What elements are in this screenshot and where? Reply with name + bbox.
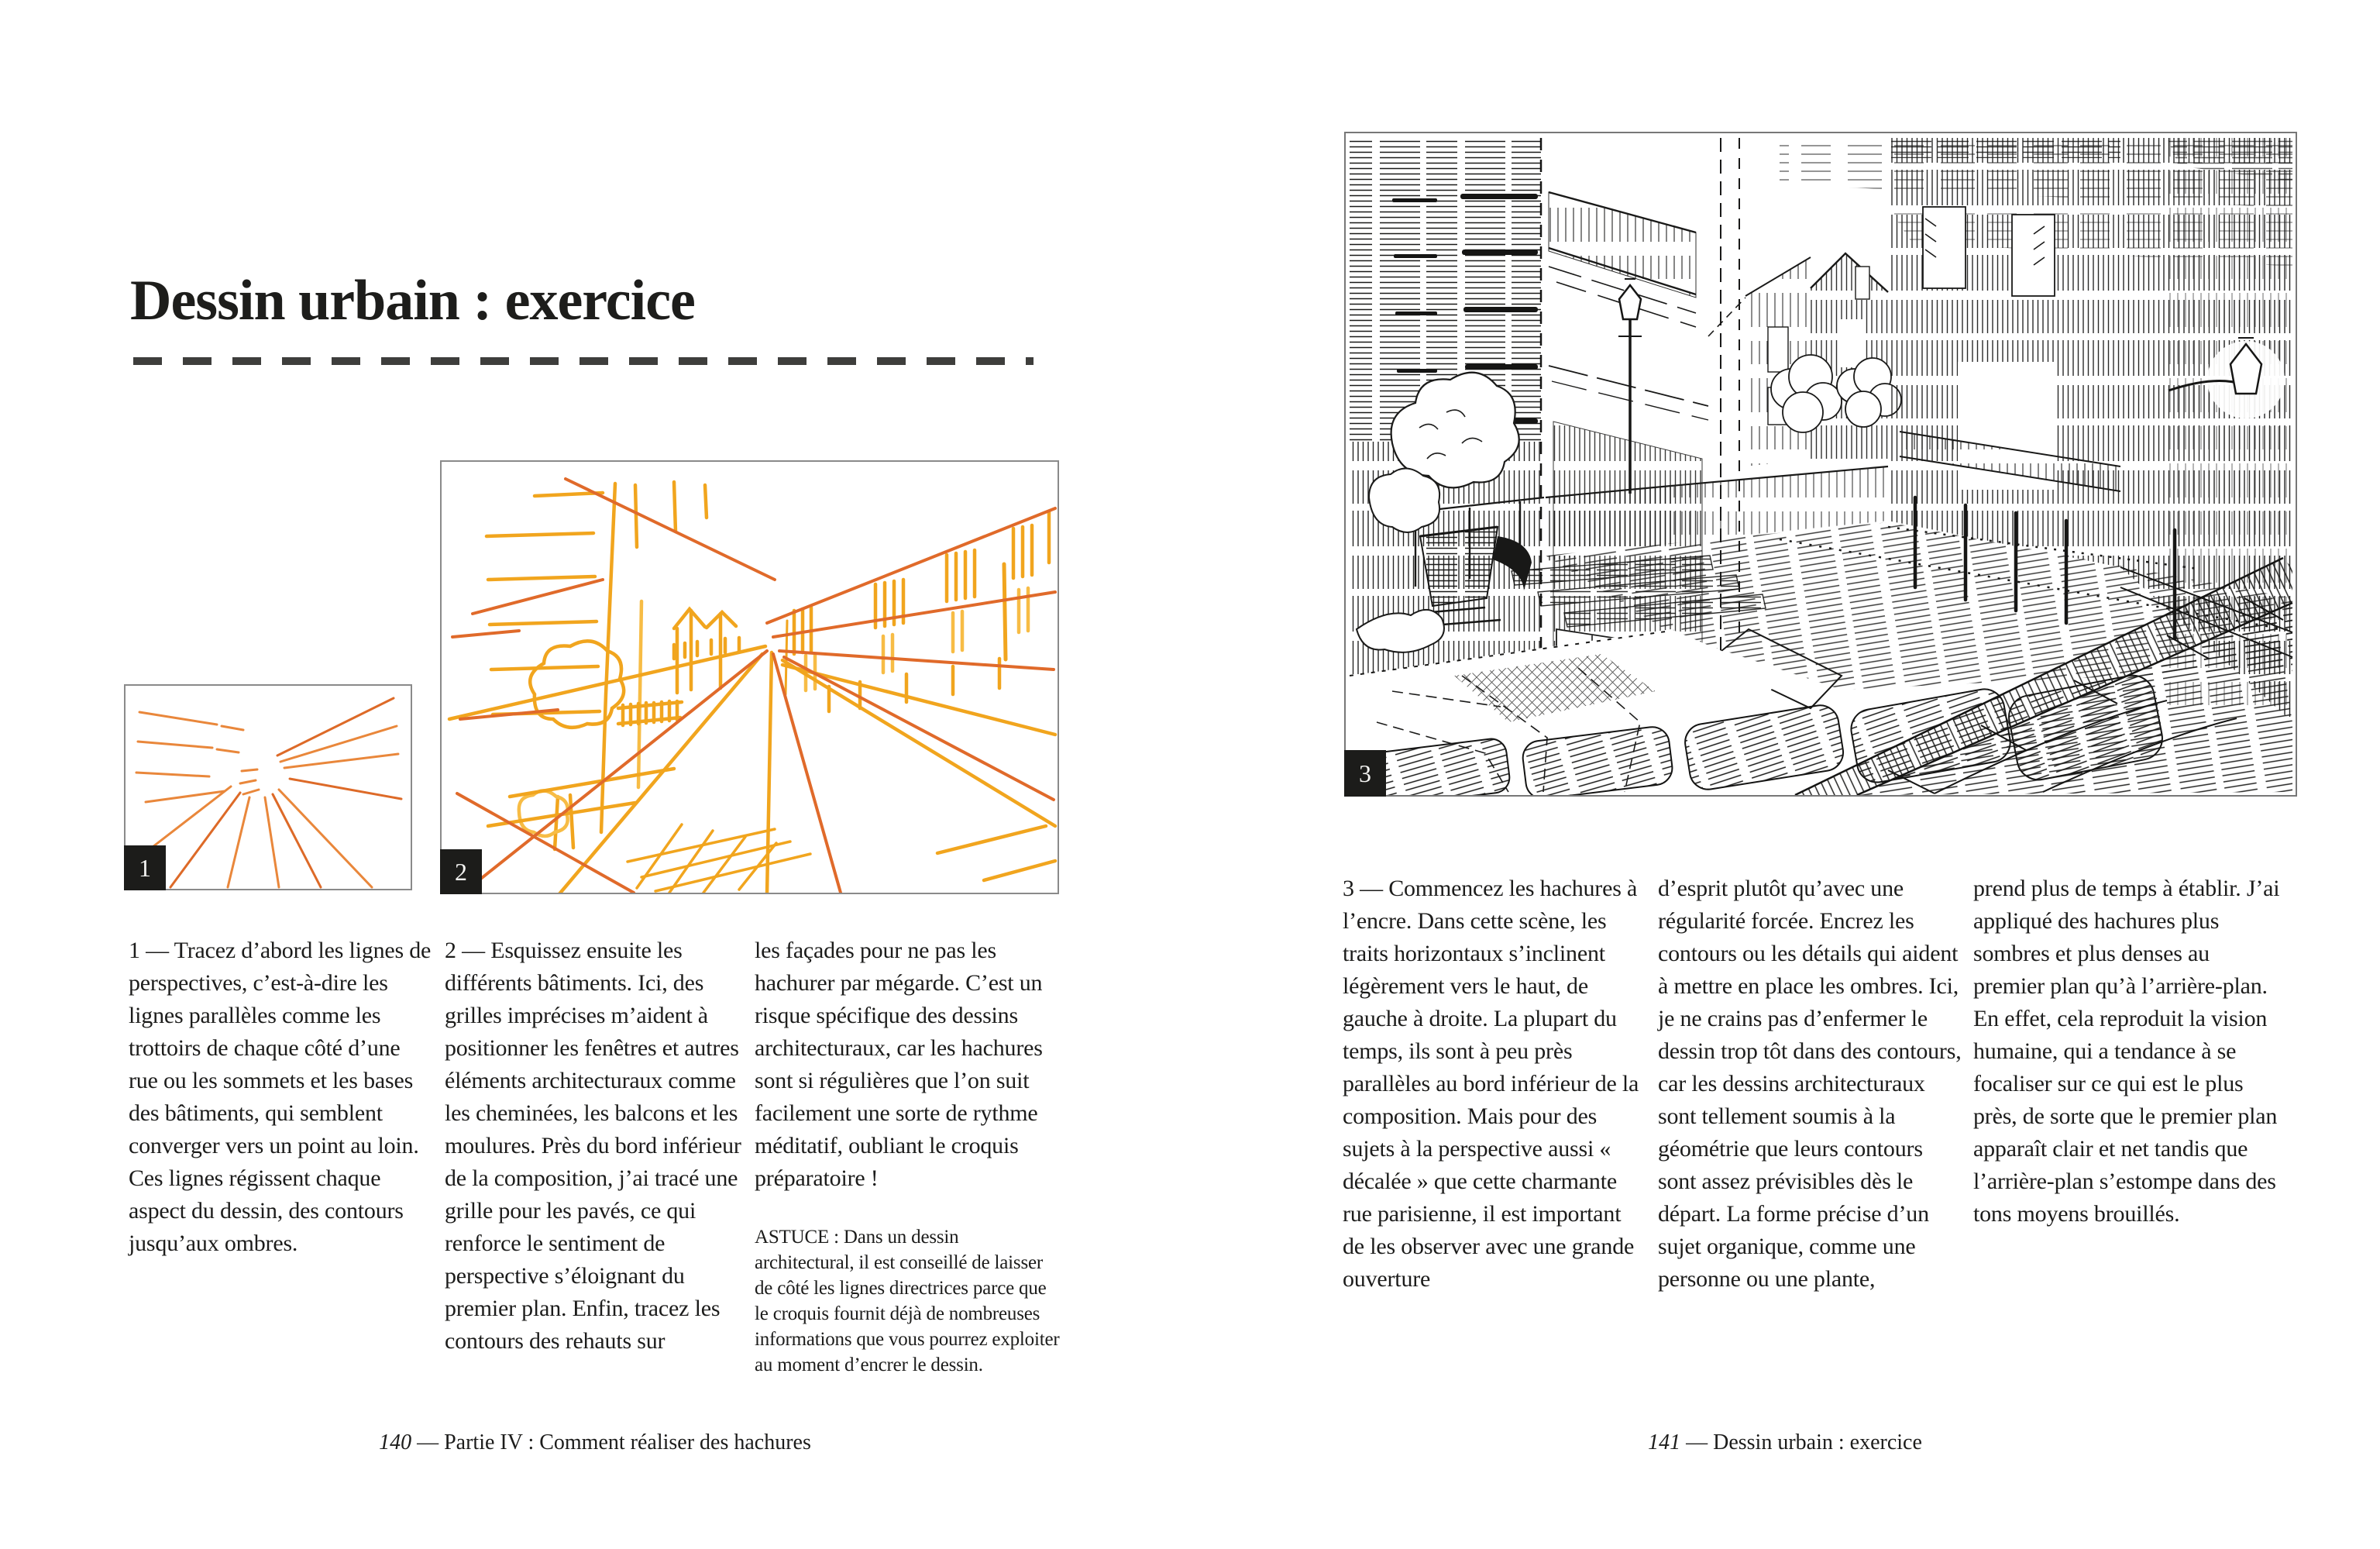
figure-number-badge xyxy=(1344,750,1386,797)
figure-street-sketch xyxy=(440,460,1059,894)
right-page-footer xyxy=(1190,1430,2380,1455)
right-column-3 xyxy=(1973,873,2280,1231)
page-number: 141 xyxy=(1648,1430,1681,1454)
paragraph-step1: 1 — Tracez d’abord les lignes de perspectives, c’est-à-dire les lignes parallèles comme les trottoirs de chaque côté d’une rue ou les sommets et les bases des bâtiments, qui semblent converger vers un point au loin. Ces lignes régissent chaque aspect du dessin, des contours jusqu’aux ombres. xyxy=(129,938,432,1256)
paragraph-step3-fin: prend plus de temps à établir. J’ai appliqué des hachures plus sombres et plus denses au premier plan qu’à l’arrière-plan. En effet, cela reproduit la vision humaine, qui a tendance à se focaliser sur ce qui est le plus près, de sorte que le premier plan apparaît clair et net tandis que l’arrière-plan s’estompe dans des tons moyens brouillés. xyxy=(1973,876,2280,1227)
left-column-3 xyxy=(755,935,1061,1378)
perspective-sketch-illustration xyxy=(126,686,411,889)
figure-number: 1 xyxy=(139,853,151,882)
right-column-1 xyxy=(1343,873,1648,1296)
paragraph-step2: 2 — Esquissez ensuite les différents bâtiments. Ici, des grilles imprécises m’aident à positionner les fenêtres et autres éléments architecturaux comme les cheminées, les balcons et les moulures. Près du bord inférieur de la composition, j’ai tracé une grille pour les pavés, ce qui renforce le sentiment de perspective s’éloignant du premier plan. Enfin, tracez les contours des rehauts sur xyxy=(445,938,741,1354)
footer-separator: — xyxy=(417,1430,439,1454)
dashed-divider xyxy=(130,350,1037,370)
figure-perspective-lines xyxy=(124,684,412,890)
footer-section-title: Partie IV : Comment réaliser des hachures xyxy=(444,1430,811,1454)
paragraph-step3-suite: d’esprit plutôt qu’avec une régularité forcée. Encrez les contours ou les détails qui aident à mettre en place les ombres. Ici, je ne crains pas d’enfermer le dessin trop tôt dans des contours, car les dessins architecturaux sont tellement soumis à la géométrie que leurs contours sont assez prévisibles dès le départ. La forme précise d’un sujet organique, comme une personne ou une plante, xyxy=(1658,876,1962,1292)
tip-paragraph: ASTUCE : Dans un dessin architectural, il est conseillé de laisser de côté les lignes directrices parce que le croquis fournit déjà de nombreuses informations que vous pourrez exploiter au moment d’encrer le dessin. xyxy=(755,1227,1060,1375)
paragraph-step2-suite: les façades pour ne pas les hachurer par mégarde. C’est un risque spécifique des dessins architecturaux, car les hachures sont si régulières que l’on suit facilement une sorte de rythme méditatif, oubliant le croquis préparatoire ! xyxy=(755,938,1043,1191)
left-column-1 xyxy=(129,935,432,1260)
left-page-footer xyxy=(0,1430,1190,1455)
footer-separator: — xyxy=(1686,1430,1708,1454)
street-sketch-illustration xyxy=(442,462,1058,893)
ink-street-illustration xyxy=(1346,133,2296,795)
figure-number: 2 xyxy=(455,857,467,886)
figure-number: 3 xyxy=(1359,759,1371,787)
figure-inked-street xyxy=(1344,132,2297,797)
figure-number-badge xyxy=(440,849,482,894)
figure-number-badge xyxy=(124,845,166,890)
footer-section-title: Dessin urbain : exercice xyxy=(1713,1430,1922,1454)
paragraph-step3: 3 — Commencez les hachures à l’encre. Dans cette scène, les traits horizontaux s’inclinent légèrement vers le haut, de gauche à droite. La plupart du temps, ils sont à peu près parallèles au bord inférieur de la composition. Mais pour des sujets à la perspective aussi « décalée » que cette charmante rue parisienne, il est important de les observer avec une grande ouverture xyxy=(1343,876,1639,1292)
page-number: 140 xyxy=(379,1430,412,1454)
right-column-2 xyxy=(1658,873,1963,1296)
page-title: Dessin urbain : exercice xyxy=(130,268,695,332)
left-column-2 xyxy=(445,935,748,1358)
